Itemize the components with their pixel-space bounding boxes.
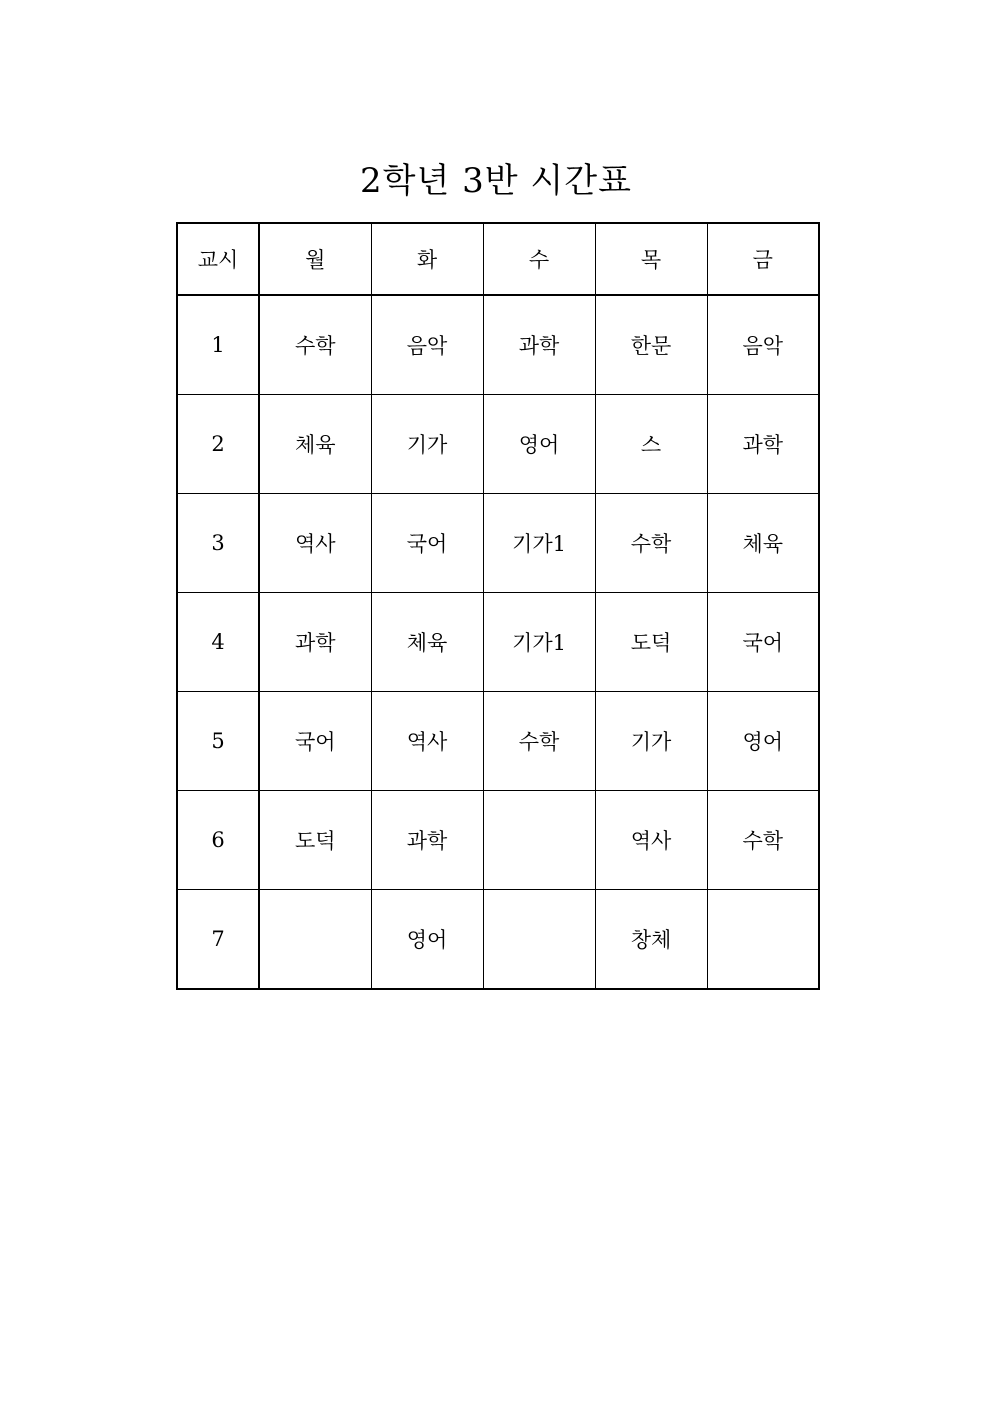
period-number: 5	[177, 692, 259, 791]
subject-cell: 역사	[595, 791, 707, 890]
header-thursday: 목	[595, 223, 707, 295]
subject-cell: 수학	[707, 791, 819, 890]
subject-cell: 역사	[371, 692, 483, 791]
subject-cell: 영어	[371, 890, 483, 990]
table-row	[177, 295, 819, 395]
subject-cell: 도덕	[259, 791, 371, 890]
subject-cell: 과학	[259, 593, 371, 692]
subject-cell: 과학	[371, 791, 483, 890]
subject-cell: 기가	[595, 692, 707, 791]
subject-cell: 체육	[259, 395, 371, 494]
subject-cell: 도덕	[595, 593, 707, 692]
subject-cell: 국어	[371, 494, 483, 593]
header-friday: 금	[707, 223, 819, 295]
period-number: 1	[177, 295, 259, 395]
period-number: 4	[177, 593, 259, 692]
period-number: 7	[177, 890, 259, 990]
subject-cell	[707, 890, 819, 990]
subject-cell: 스	[595, 395, 707, 494]
subject-cell: 영어	[483, 395, 595, 494]
subject-cell: 과학	[483, 295, 595, 395]
subject-cell: 기가	[371, 395, 483, 494]
header-period: 교시	[177, 223, 259, 295]
subject-cell	[483, 890, 595, 990]
table-row	[177, 692, 819, 791]
subject-cell: 음악	[707, 295, 819, 395]
subject-cell: 수학	[595, 494, 707, 593]
table-row	[177, 593, 819, 692]
table-row	[177, 890, 819, 990]
table-row	[177, 791, 819, 890]
subject-cell: 역사	[259, 494, 371, 593]
header-monday: 월	[259, 223, 371, 295]
table-row	[177, 494, 819, 593]
subject-cell: 체육	[371, 593, 483, 692]
period-number: 6	[177, 791, 259, 890]
subject-cell: 체육	[707, 494, 819, 593]
header-tuesday: 화	[371, 223, 483, 295]
subject-cell: 수학	[259, 295, 371, 395]
timetable	[176, 222, 820, 990]
subject-cell: 국어	[707, 593, 819, 692]
subject-cell: 기가1	[483, 593, 595, 692]
period-number: 2	[177, 395, 259, 494]
subject-cell	[483, 791, 595, 890]
page-title: 2학년 3반 시간표	[360, 161, 632, 201]
subject-cell: 과학	[707, 395, 819, 494]
table-row	[177, 395, 819, 494]
period-number: 3	[177, 494, 259, 593]
header-wednesday: 수	[483, 223, 595, 295]
subject-cell: 창체	[595, 890, 707, 990]
subject-cell: 한문	[595, 295, 707, 395]
subject-cell: 음악	[371, 295, 483, 395]
subject-cell: 기가1	[483, 494, 595, 593]
header-row	[177, 223, 819, 295]
subject-cell: 영어	[707, 692, 819, 791]
subject-cell: 국어	[259, 692, 371, 791]
subject-cell	[259, 890, 371, 990]
subject-cell: 수학	[483, 692, 595, 791]
